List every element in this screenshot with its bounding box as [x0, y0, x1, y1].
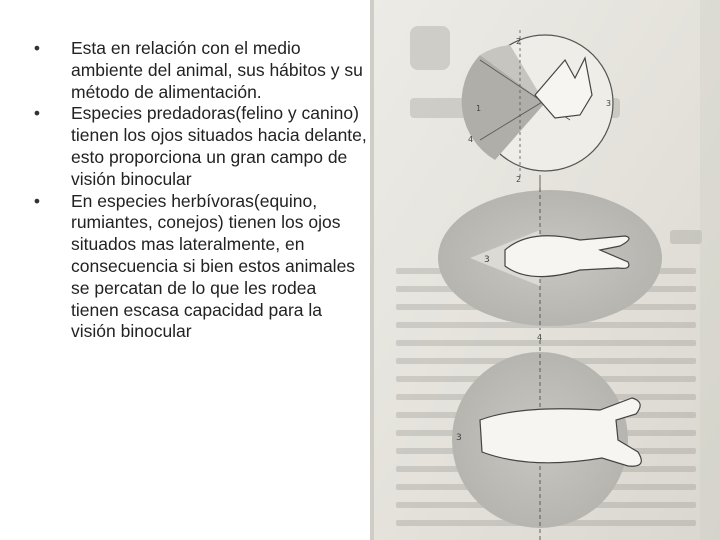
- rabbit-label: 3: [484, 255, 490, 265]
- horse-label: 3: [456, 433, 462, 443]
- bullet-text: Esta en relación con el medio ambiente del animal, sus hábitos y su método de alimentación.: [71, 38, 363, 102]
- bullet-list: [28, 38, 368, 343]
- cat-label: 2: [516, 175, 522, 184]
- cat-label: 4: [468, 135, 474, 144]
- bullet-item: [28, 38, 368, 103]
- vision-field-photo: [370, 0, 720, 540]
- bullet-text: Especies predadoras(felino y canino) tienen los ojos situados hacia delante, esto proporciona un gran campo de visión binocular: [71, 103, 367, 189]
- rabbit-label: 4: [537, 333, 543, 342]
- cat-label: 1: [476, 104, 482, 113]
- bullet-text: En especies herbívoras(equino, rumiantes, conejos) tienen los ojos situados mas lateralmente, en consecuencia si bien estos animales se percatan de lo que les rodea tienen escasa capacidad para la visión binocular: [71, 190, 356, 342]
- vision-field-diagram: [370, 0, 720, 540]
- bullet-marker: •: [33, 103, 41, 124]
- cat-label: 3: [606, 99, 612, 108]
- bullet-marker: •: [33, 38, 41, 58]
- bullet-marker: •: [33, 190, 41, 211]
- bullet-item: [28, 191, 368, 344]
- cat-label: 2: [516, 37, 522, 46]
- page-edge: [370, 0, 374, 540]
- bullet-item: [28, 103, 368, 190]
